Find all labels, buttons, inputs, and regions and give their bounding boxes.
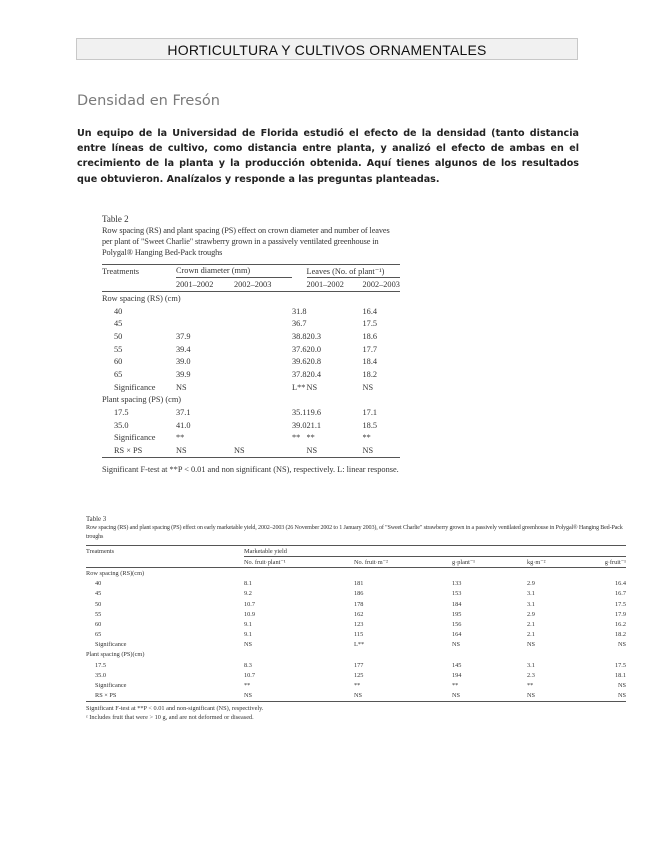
cell: 18.2	[362, 369, 378, 379]
section-title: Densidad en Fresón	[77, 93, 220, 109]
table-row	[86, 680, 626, 690]
cell: 125	[354, 671, 364, 679]
cell: NS	[176, 446, 187, 456]
cell: 18.6	[362, 331, 378, 341]
cell: Significance	[114, 382, 156, 392]
cell: NS	[617, 682, 626, 690]
cell: NS	[452, 641, 461, 649]
table-row	[86, 609, 626, 619]
cell: 60	[95, 620, 102, 628]
cell: **	[306, 433, 315, 443]
cell: 16.7	[614, 590, 626, 598]
cell: NS	[354, 692, 363, 700]
cell: 10.7	[244, 600, 256, 608]
cell: 37.9	[176, 331, 191, 341]
cell: NS	[362, 446, 374, 456]
cell: **	[292, 433, 301, 443]
cell: 31.8	[292, 306, 307, 316]
yield-col: kg·m⁻²	[527, 558, 546, 566]
cell: 3.1	[527, 590, 535, 598]
yield-col: g·fruit⁻¹	[604, 558, 626, 566]
cell: 60	[114, 357, 123, 367]
cell: 123	[354, 620, 364, 628]
cell: L**	[292, 382, 306, 392]
cell: 195	[452, 610, 462, 618]
cell	[307, 305, 363, 318]
cell: 35.0	[95, 671, 107, 679]
cell: Significance	[95, 641, 127, 649]
cell: 2.1	[527, 620, 535, 628]
cell: 39.6	[292, 357, 307, 367]
table-2-label: Table 2	[102, 214, 129, 224]
cell: NS	[244, 641, 253, 649]
cell: 35.0	[114, 420, 129, 430]
table-row	[86, 589, 626, 599]
cell: 115	[354, 631, 364, 639]
table-3-footnote: Significant F-test at **P < 0.01 and non-significant (NS), respectively.	[86, 704, 264, 712]
cell: 17.5	[614, 661, 626, 669]
cell: 21.1	[306, 420, 322, 430]
cell: 20.8	[306, 357, 322, 367]
cell: 18.5	[362, 420, 378, 430]
table-row	[102, 330, 400, 343]
cell: **	[527, 682, 534, 690]
cell: 17.5	[614, 600, 626, 608]
cell: 50	[95, 600, 102, 608]
table-row	[102, 317, 400, 330]
cell: **	[362, 433, 371, 443]
cell	[176, 305, 234, 318]
table-row	[102, 419, 400, 432]
table-3-figure	[86, 515, 626, 722]
cell: 2.9	[527, 610, 535, 618]
cell: 16.4	[614, 580, 626, 588]
cell: 18.2	[614, 631, 626, 639]
col-treatments: Treatments	[86, 547, 115, 555]
cell: 65	[114, 369, 123, 379]
cell: 36.7	[292, 319, 307, 329]
cell: 17.1	[362, 408, 378, 418]
table-row	[102, 368, 400, 381]
table-row	[102, 305, 400, 318]
cell: 37.6	[292, 344, 307, 354]
year-col: 2001–2002	[306, 280, 344, 290]
cell: 156	[452, 620, 462, 628]
cell: 16.2	[614, 620, 626, 628]
cell: NS	[452, 692, 461, 700]
cell: 40	[114, 306, 123, 316]
table-row	[86, 660, 626, 670]
cell: NS	[306, 382, 318, 392]
cell: NS	[617, 641, 626, 649]
cell	[176, 317, 234, 330]
cell: Significance	[114, 433, 156, 443]
cell	[307, 317, 363, 330]
cell: 50	[114, 331, 123, 341]
cell: 45	[114, 319, 123, 329]
cell: 17.9	[614, 610, 626, 618]
table-3-footnote: ᶻ Includes fruit that were > 10 g, and are not deformed or diseased.	[86, 713, 254, 721]
cell: 17.5	[362, 319, 378, 329]
yield-col: No. fruit·m⁻²	[354, 558, 388, 566]
cell: 162	[354, 610, 364, 618]
cell: NS	[527, 692, 536, 700]
cell: 181	[354, 580, 364, 588]
cell: NS	[527, 641, 536, 649]
group-leaves: Leaves (No. of plant⁻¹)	[307, 264, 400, 278]
table-row	[86, 670, 626, 680]
cell: NS	[306, 446, 318, 456]
cell: 10.7	[244, 671, 256, 679]
cell: **	[354, 682, 361, 690]
cell: 2.3	[527, 671, 535, 679]
col-treatments: Treatments	[102, 266, 140, 276]
cell: 18.1	[614, 671, 626, 679]
cell: 9.1	[244, 620, 252, 628]
cell: 2.9	[527, 580, 535, 588]
cell: **	[244, 682, 251, 690]
table-row	[102, 355, 400, 368]
yield-col: g·plant⁻¹	[452, 558, 476, 566]
cell: 35.1	[292, 408, 307, 418]
year-col: 2001–2002	[176, 280, 214, 290]
cell: 55	[95, 610, 102, 618]
cell: 194	[452, 671, 462, 679]
year-col: 2002–2003	[234, 280, 272, 290]
cell: 55	[114, 344, 123, 354]
section-row-spacing: Row spacing (RS)(cm)	[86, 569, 145, 577]
cell: 37.8	[292, 369, 307, 379]
table-3-caption: Row spacing (RS) and plant spacing (PS) effect on early marketable yield, 2002–2003 (26 November 2002 to 1 January 2003), of "Sweet Charlie" strawberry grown in a passively ventilated greenhouse in Polygal® Hanging Bed-Pack troughs	[86, 525, 623, 540]
section-plant-spacing: Plant spacing (PS)(cm)	[86, 651, 145, 659]
cell: 39.0	[176, 357, 191, 367]
cell: 20.3	[306, 331, 322, 341]
cell: 177	[354, 661, 364, 669]
yield-col: No. fruit·plant⁻¹	[244, 558, 286, 566]
table-2-figure	[102, 214, 400, 475]
cell: **	[176, 433, 185, 443]
cell: 18.4	[362, 357, 378, 367]
cell: 8.1	[244, 580, 252, 588]
table-row	[86, 691, 626, 702]
cell: NS	[176, 382, 187, 392]
page-header-banner: HORTICULTURA Y CULTIVOS ORNAMENTALES	[76, 38, 578, 60]
table-row	[102, 406, 400, 419]
cell: 2.1	[527, 631, 535, 639]
table-row	[86, 630, 626, 640]
intro-paragraph: Un equipo de la Universidad de Florida estudió el efecto de la densidad (tanto distancia entre líneas de cultivo, como distancia entre planta, y analizó el efecto de ambas en el crecimiento de la planta y la producción obtenida. Aquí tienes algunos de los resultados que obtuvieron. Analízalos y responde a las preguntas planteadas.	[77, 128, 579, 185]
table-row	[102, 444, 400, 457]
cell: 17.7	[362, 344, 378, 354]
cell: 186	[354, 590, 364, 598]
cell: **	[452, 682, 459, 690]
cell: L**	[354, 641, 365, 649]
cell: 17.5	[95, 661, 107, 669]
table-3-label: Table 3	[86, 516, 107, 523]
cell: 133	[452, 580, 462, 588]
cell: 45	[95, 590, 102, 598]
table-row	[102, 381, 400, 394]
table-row	[86, 619, 626, 629]
cell: 38.8	[292, 331, 307, 341]
table-2	[102, 264, 400, 458]
cell: 39.9	[176, 369, 191, 379]
table-2-caption: Row spacing (RS) and plant spacing (PS) effect on crown diameter and number of leaves per plant of "Sweet Charlie" strawberry grown in a passively ventilated greenhouse in Polygal® Hanging Bed-Pack troughs	[102, 226, 390, 258]
section-row-spacing: Row spacing (RS) (cm)	[102, 293, 181, 303]
cell: 65	[95, 631, 102, 639]
cell: NS	[244, 692, 253, 700]
cell: 39.0	[292, 420, 307, 430]
cell: 20.0	[306, 344, 322, 354]
section-plant-spacing: Plant spacing (PS) (cm)	[102, 395, 182, 405]
group-marketable-yield: Marketable yield	[244, 546, 626, 557]
table-row	[102, 343, 400, 356]
cell: 9.1	[244, 631, 252, 639]
cell: RS × PS	[114, 446, 143, 456]
table-2-footnote: Significant F-test at **P < 0.01 and non significant (NS), respectively. L: linear response.	[102, 464, 399, 474]
table-3	[86, 545, 626, 702]
cell: 164	[452, 631, 462, 639]
cell: RS × PS	[95, 692, 117, 700]
group-crown-diameter: Crown diameter (mm)	[176, 264, 292, 278]
cell: NS	[617, 692, 626, 700]
cell: 20.4	[306, 369, 322, 379]
cell: 8.3	[244, 661, 252, 669]
cell: 17.5	[114, 408, 129, 418]
cell: 39.4	[176, 344, 191, 354]
cell: 41.0	[176, 420, 191, 430]
cell: 3.1	[527, 600, 535, 608]
table-row	[86, 640, 626, 650]
table-row	[86, 599, 626, 609]
cell: 40	[95, 580, 102, 588]
year-col: 2002–2003	[362, 280, 400, 290]
cell: 184	[452, 600, 462, 608]
cell: 9.2	[244, 590, 252, 598]
cell: NS	[362, 382, 374, 392]
cell: 16.4	[362, 306, 378, 316]
cell: 37.1	[176, 408, 191, 418]
cell: 145	[452, 661, 462, 669]
cell: 3.1	[527, 661, 535, 669]
cell: 153	[452, 590, 462, 598]
cell: 19.6	[306, 408, 322, 418]
cell: 178	[354, 600, 364, 608]
cell: Significance	[95, 682, 127, 690]
cell: NS	[234, 446, 245, 456]
table-row	[102, 432, 400, 445]
table-row	[86, 579, 626, 589]
cell: 10.9	[244, 610, 256, 618]
